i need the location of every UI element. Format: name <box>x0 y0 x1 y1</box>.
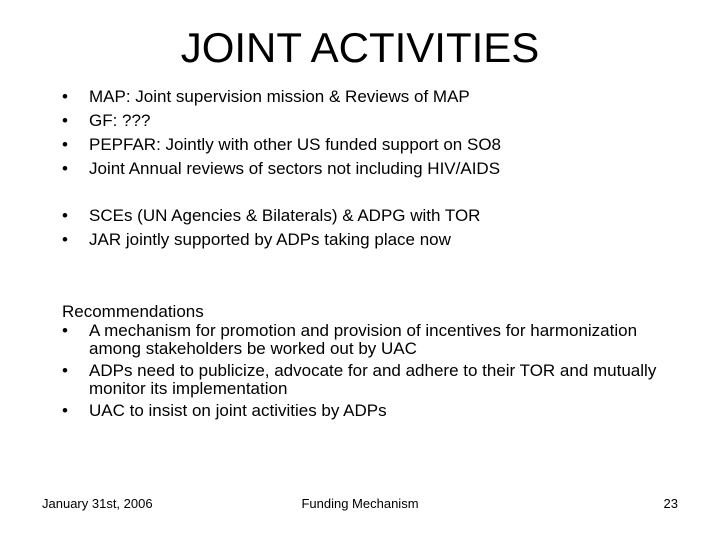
partners-list <box>62 204 480 252</box>
list-item <box>62 133 501 157</box>
list-item-text: JAR jointly supported by ADPs taking place now <box>89 230 451 249</box>
list-item <box>62 157 501 181</box>
list-item <box>62 362 682 398</box>
recommendations-heading: Recommendations <box>62 302 204 321</box>
list-item <box>62 85 501 109</box>
footer-title: Funding Mechanism <box>301 496 419 511</box>
list-item-text: ADPs need to publicize, advocate for and adhere to their TOR and mutually monitor its implementation <box>89 361 657 398</box>
list-item-text: SCEs (UN Agencies & Bilaterals) & ADPG with TOR <box>89 206 481 225</box>
footer-date: January 31st, 2006 <box>42 496 153 511</box>
bullet-icon: • <box>62 87 68 106</box>
bullet-icon: • <box>62 401 68 420</box>
bullet-icon: • <box>62 159 68 178</box>
activities-list <box>62 85 501 181</box>
list-item-text: UAC to insist on joint activities by ADPs <box>89 401 387 420</box>
bullet-icon: • <box>62 361 68 380</box>
list-item <box>62 204 480 228</box>
slide-title: JOINT ACTIVITIES <box>180 24 540 71</box>
bullet-icon: • <box>62 321 68 340</box>
bullet-icon: • <box>62 206 68 225</box>
recommendations-list <box>62 322 682 424</box>
list-item <box>62 228 480 252</box>
list-item <box>62 109 501 133</box>
list-item-text: Joint Annual reviews of sectors not including HIV/AIDS <box>89 159 501 178</box>
list-item-text: A mechanism for promotion and provision of incentives for harmonization among stakeholders be worked out by UAC <box>89 321 638 358</box>
list-item-text: MAP: Joint supervision mission & Reviews of MAP <box>89 87 470 106</box>
bullet-icon: • <box>62 111 68 130</box>
list-item <box>62 402 682 420</box>
page-number: 23 <box>663 496 678 511</box>
list-item-text: GF: ??? <box>89 111 151 130</box>
bullet-icon: • <box>62 135 68 154</box>
list-item <box>62 322 682 358</box>
list-item-text: PEPFAR: Jointly with other US funded support on SO8 <box>89 135 501 154</box>
bullet-icon: • <box>62 230 68 249</box>
